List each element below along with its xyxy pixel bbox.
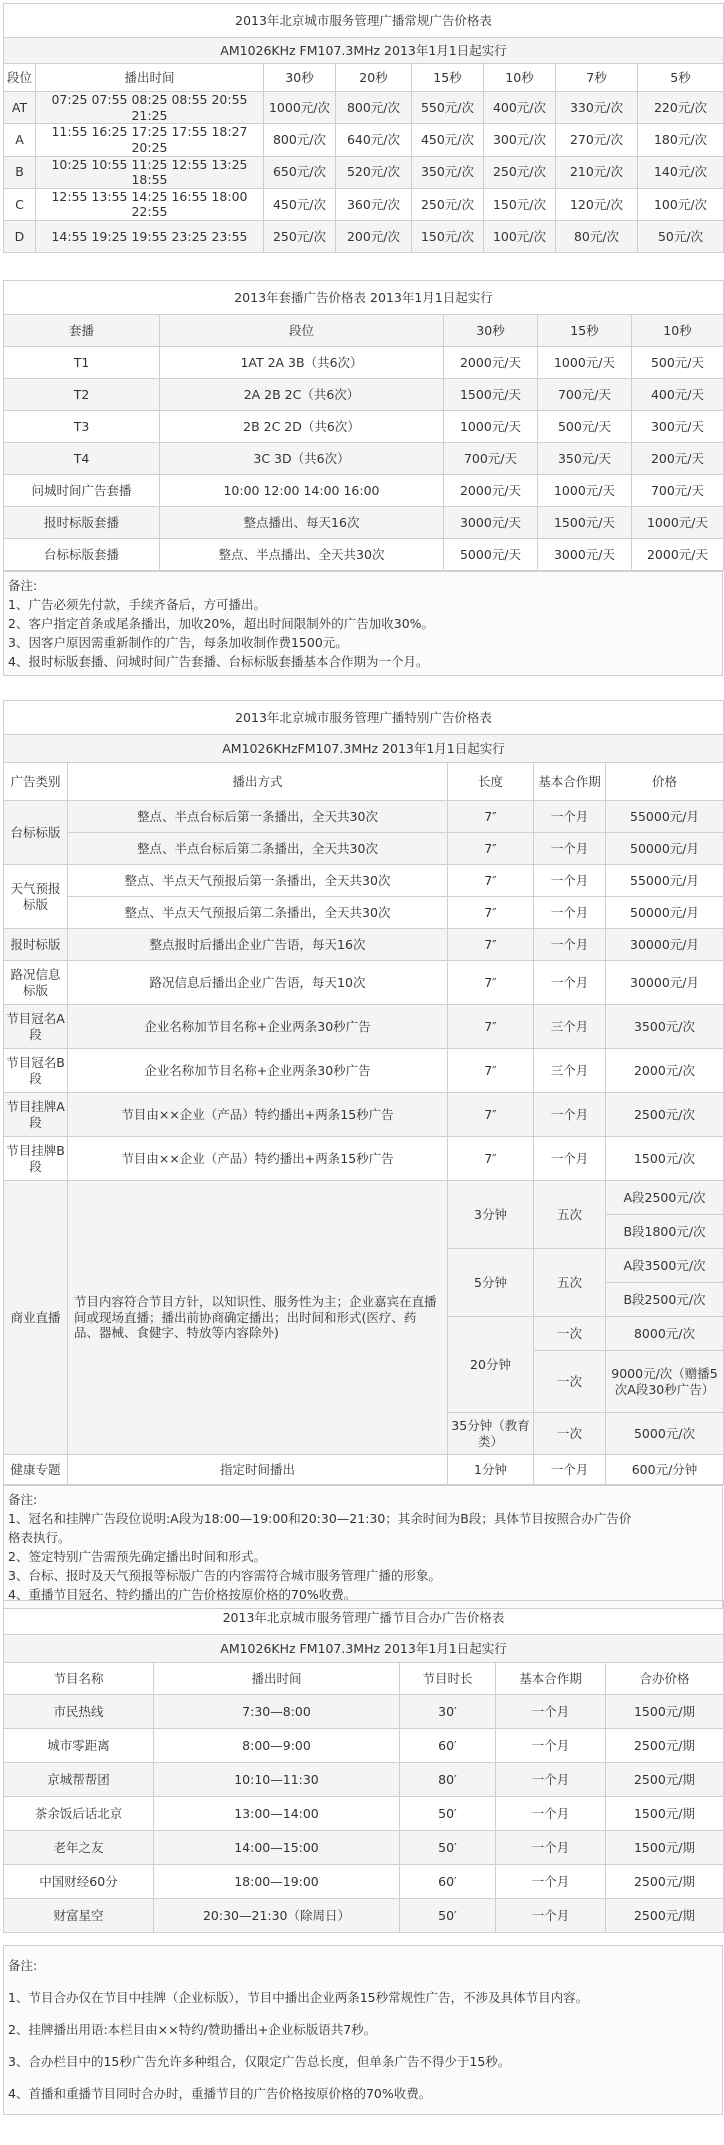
regular-table-subtitle: AM1026KHz FM107.3MHz 2013年1月1日起实行: [4, 38, 724, 64]
note-line: 1、节目合办仅在节目中挂牌（企业标版），节目中播出企业两条15秒常规性广告，不涉及具体节目内容。: [8, 1990, 589, 2005]
cell: 节目挂牌A段: [4, 1093, 68, 1137]
cell: A段2500元/次: [606, 1181, 724, 1215]
note-line: 3、台标、报时及天气预报等标版广告的内容需符合城市服务管理广播的形象。: [8, 1568, 441, 1583]
cell: 13:00—14:00: [154, 1797, 400, 1831]
cell: 180元/次: [638, 124, 724, 156]
cell: 9000元/次（赠播5次A段30秒广告）: [606, 1351, 724, 1413]
cell: 一个月: [496, 1797, 606, 1831]
cell: 城市零距离: [4, 1729, 154, 1763]
cell: 中国财经60分: [4, 1865, 154, 1899]
cell: 一个月: [496, 1729, 606, 1763]
cell: 60′: [400, 1865, 496, 1899]
program-table-title: 2013年北京城市服务管理广播节目合办广告价格表: [4, 1601, 724, 1635]
cell: 100元/次: [484, 221, 556, 253]
note-line: 备注:: [8, 1958, 38, 1973]
cell: 节目由××企业（产品）特约播出+两条15秒广告: [68, 1137, 448, 1181]
cell: 150元/次: [412, 221, 484, 253]
cell: 360元/次: [336, 188, 412, 220]
cell: 700元/天: [538, 379, 632, 411]
cell: T3: [4, 411, 160, 443]
cell: 报时标版: [4, 929, 68, 961]
cell: 50′: [400, 1831, 496, 1865]
program-table-subtitle: AM1026KHz FM107.3MHz 2013年1月1日起实行: [4, 1635, 724, 1663]
table-row: [4, 411, 724, 443]
cell: 企业名称加节目名称+企业两条30秒广告: [68, 1049, 448, 1093]
cell: 520元/次: [336, 156, 412, 188]
cell: 14:55 19:25 19:55 23:25 23:55: [36, 221, 264, 253]
cell: 18:00—19:00: [154, 1865, 400, 1899]
cell: 1000元/天: [444, 411, 538, 443]
special-price-table: [3, 700, 724, 1485]
header-cell: 套播: [4, 315, 160, 347]
header-cell: 广告类别: [4, 763, 68, 801]
table-row: [4, 1831, 724, 1865]
cell: AT: [4, 92, 36, 124]
cell: 8:00—9:00: [154, 1729, 400, 1763]
cell: 1500元/次: [606, 1137, 724, 1181]
table-row: [4, 1797, 724, 1831]
cell: 2A 2B 2C（共6次）: [160, 379, 444, 411]
cell: 10:25 10:55 11:25 12:55 13:25 18:55: [36, 156, 264, 188]
special-table-title: 2013年北京城市服务管理广播特别广告价格表: [4, 701, 724, 735]
cell: 210元/次: [556, 156, 638, 188]
header-cell: 30秒: [444, 315, 538, 347]
note-line: 4、首播和重播节目同时合办时，重播节目的广告价格按原价格的70%收费。: [8, 2086, 432, 2101]
header-cell: 节目时长: [400, 1663, 496, 1695]
note-line: 4、报时标版套播、问城时间广告套播、台标标版套播基本合作期为一个月。: [8, 654, 429, 669]
table-row: [4, 1763, 724, 1797]
cell: 台标标版套播: [4, 539, 160, 571]
header-cell: 段位: [4, 64, 36, 92]
cell: 120元/次: [556, 188, 638, 220]
header-cell: 播出时间: [154, 1663, 400, 1695]
cell: 35分钟（教育类）: [448, 1413, 534, 1455]
cell: 一个月: [534, 1455, 606, 1485]
cell: 1000元/天: [538, 347, 632, 379]
cell: 一个月: [534, 1137, 606, 1181]
cell: 550元/次: [412, 92, 484, 124]
cell: 80元/次: [556, 221, 638, 253]
cell: 1分钟: [448, 1455, 534, 1485]
cell: 五次: [534, 1249, 606, 1317]
cell: 一个月: [496, 1695, 606, 1729]
cell: 7:30—8:00: [154, 1695, 400, 1729]
cell: 7″: [448, 865, 534, 897]
note-line: 2、挂牌播出用语:本栏目由××特约/赞助播出+企业标版语共7秒。: [8, 2022, 377, 2037]
cell: 节目由××企业（产品）特约播出+两条15秒广告: [68, 1093, 448, 1137]
program-price-section: [3, 1600, 724, 2115]
note-line: 3、因客户原因需重新制作的广告，每条加收制作费1500元。: [8, 635, 348, 650]
cell: 200元/天: [632, 443, 724, 475]
cell: 7″: [448, 961, 534, 1005]
table-row: [4, 156, 724, 188]
cell: 健康专题: [4, 1455, 68, 1485]
cell: 2000元/次: [606, 1049, 724, 1093]
cell: 7″: [448, 1093, 534, 1137]
cell: 五次: [534, 1181, 606, 1249]
cell: 一次: [534, 1317, 606, 1351]
cell: 2500元/次: [606, 1093, 724, 1137]
cell: 3000元/天: [444, 507, 538, 539]
cell: 400元/次: [484, 92, 556, 124]
table-row: [4, 379, 724, 411]
cell: 80′: [400, 1763, 496, 1797]
cell: 企业名称加节目名称+企业两条30秒广告: [68, 1005, 448, 1049]
cell: 14:00—15:00: [154, 1831, 400, 1865]
package-table-title: 2013年套播广告价格表 2013年1月1日起实行: [4, 281, 724, 315]
cell: 指定时间播出: [68, 1455, 448, 1485]
cell: 12:55 13:55 14:25 16:55 18:00 22:55: [36, 188, 264, 220]
cell: 250元/次: [264, 221, 336, 253]
cell: 140元/次: [638, 156, 724, 188]
table-row: [4, 188, 724, 220]
cell: 3C 3D（共6次）: [160, 443, 444, 475]
note-line: 2、签定特别广告需预先确定播出时间和形式。: [8, 1549, 266, 1564]
cell: 7″: [448, 801, 534, 833]
cell: 2500元/期: [606, 1899, 724, 1933]
cell: 财富星空: [4, 1899, 154, 1933]
cell: 500元/天: [632, 347, 724, 379]
cell: 台标标版: [4, 801, 68, 865]
cell: 市民热线: [4, 1695, 154, 1729]
cell: 整点播出、每天16次: [160, 507, 444, 539]
cell: 一次: [534, 1351, 606, 1413]
cell: 11:55 16:25 17:25 17:55 18:27 20:25: [36, 124, 264, 156]
cell: 250元/次: [412, 188, 484, 220]
header-cell: 播出方式: [68, 763, 448, 801]
cell: 1500元/期: [606, 1831, 724, 1865]
cell: 京城帮帮团: [4, 1763, 154, 1797]
cell: 1AT 2A 3B（共6次）: [160, 347, 444, 379]
cell: 3分钟: [448, 1181, 534, 1249]
cell: 2000元/天: [444, 475, 538, 507]
cell: 30000元/月: [606, 929, 724, 961]
cell: 节目内容符合节目方针，以知识性、服务性为主；企业嘉宾在直播间或现场直播；播出前协商确定播出；出时间和形式(医疗、药品、器械、食健字、特放等内容除外): [68, 1181, 448, 1455]
cell: B段2500元/次: [606, 1283, 724, 1317]
cell: 节目冠名A段: [4, 1005, 68, 1049]
cell: 20分钟: [448, 1317, 534, 1413]
cell: B: [4, 156, 36, 188]
table-row: [4, 833, 724, 865]
cell: 50元/次: [638, 221, 724, 253]
special-notes: [3, 1485, 723, 1609]
cell: 一个月: [534, 897, 606, 929]
cell: 7″: [448, 1137, 534, 1181]
header-cell: 节目名称: [4, 1663, 154, 1695]
cell: 茶余饭后话北京: [4, 1797, 154, 1831]
cell: 5000元/天: [444, 539, 538, 571]
header-cell: 5秒: [638, 64, 724, 92]
note-line: 备注:: [8, 1492, 38, 1507]
table-row: [4, 929, 724, 961]
cell: 700元/天: [632, 475, 724, 507]
cell: 2B 2C 2D（共6次）: [160, 411, 444, 443]
cell: 300元/天: [632, 411, 724, 443]
cell: A: [4, 124, 36, 156]
table-row: [4, 124, 724, 156]
note-line: 2、客户指定首条或尾条播出，加收20%，超出时间限制外的广告加收30%。: [8, 616, 435, 631]
table-row: [4, 1899, 724, 1933]
cell: 150元/次: [484, 188, 556, 220]
cell: 600元/分钟: [606, 1455, 724, 1485]
table-row: [4, 443, 724, 475]
cell: 天气预报标版: [4, 865, 68, 929]
note-line: 1、冠名和挂牌广告段位说明:A段为18:00—19:00和20:30—21:30；其余时间为B段；具体节目按照合办广告价: [8, 1511, 632, 1526]
cell: 报时标版套播: [4, 507, 160, 539]
note-line: 格表执行。: [8, 1530, 71, 1545]
cell: 450元/次: [412, 124, 484, 156]
cell: 三个月: [534, 1005, 606, 1049]
table-row: [4, 1865, 724, 1899]
table-row: [4, 1695, 724, 1729]
note-line: 备注:: [8, 578, 38, 593]
cell: 700元/天: [444, 443, 538, 475]
cell: 一个月: [534, 801, 606, 833]
cell: 3500元/次: [606, 1005, 724, 1049]
cell: 1000元/次: [264, 92, 336, 124]
table-row: [4, 801, 724, 833]
table-row: [4, 92, 724, 124]
cell: 问城时间广告套播: [4, 475, 160, 507]
cell: 220元/次: [638, 92, 724, 124]
regular-table-title: 2013年北京城市服务管理广播常规广告价格表: [4, 4, 724, 38]
note-line: 3、合办栏目中的15秒广告允许多种组合，仅限定广告总长度，但单条广告不得少于15秒。: [8, 2054, 511, 2069]
package-notes: [3, 571, 723, 676]
cell: 路况信息标版: [4, 961, 68, 1005]
regular-price-table: [3, 3, 724, 253]
header-cell: 段位: [160, 315, 444, 347]
cell: 300元/次: [484, 124, 556, 156]
header-cell: 长度: [448, 763, 534, 801]
table-row: [4, 1093, 724, 1137]
header-cell: 价格: [606, 763, 724, 801]
cell: 50′: [400, 1797, 496, 1831]
program-notes: [3, 1945, 723, 2115]
cell: C: [4, 188, 36, 220]
cell: 老年之友: [4, 1831, 154, 1865]
header-cell: 7秒: [556, 64, 638, 92]
cell: 2500元/期: [606, 1729, 724, 1763]
cell: 5000元/次: [606, 1413, 724, 1455]
note-line: 1、广告必须先付款，手续齐备后，方可播出。: [8, 597, 266, 612]
cell: 2000元/天: [632, 539, 724, 571]
cell: 7″: [448, 1049, 534, 1093]
cell: 三个月: [534, 1049, 606, 1093]
cell: 20:30—21:30（除周日）: [154, 1899, 400, 1933]
table-row: [4, 897, 724, 929]
cell: 2500元/期: [606, 1763, 724, 1797]
table-row: [4, 1049, 724, 1093]
cell: T1: [4, 347, 160, 379]
cell: 7″: [448, 833, 534, 865]
cell: T4: [4, 443, 160, 475]
cell: 450元/次: [264, 188, 336, 220]
cell: 一个月: [534, 865, 606, 897]
table-row: [4, 507, 724, 539]
cell: 10:10—11:30: [154, 1763, 400, 1797]
header-cell: 15秒: [412, 64, 484, 92]
table-row: [4, 1181, 724, 1215]
cell: 1000元/天: [632, 507, 724, 539]
cell: 400元/天: [632, 379, 724, 411]
table-row: [4, 1455, 724, 1485]
header-cell: 20秒: [336, 64, 412, 92]
cell: 7″: [448, 929, 534, 961]
header-cell: 基本合作期: [534, 763, 606, 801]
cell: 30000元/月: [606, 961, 724, 1005]
table-row: [4, 1005, 724, 1049]
header-cell: 30秒: [264, 64, 336, 92]
table-row: [4, 221, 724, 253]
cell: 7″: [448, 897, 534, 929]
cell: 整点、半点播出、全天共30次: [160, 539, 444, 571]
cell: B段1800元/次: [606, 1215, 724, 1249]
cell: 10:00 12:00 14:00 16:00: [160, 475, 444, 507]
cell: 330元/次: [556, 92, 638, 124]
cell: 7″: [448, 1005, 534, 1049]
cell: 60′: [400, 1729, 496, 1763]
cell: D: [4, 221, 36, 253]
cell: 55000元/月: [606, 865, 724, 897]
cell: 55000元/月: [606, 801, 724, 833]
cell: 整点、半点天气预报后第二条播出，全天共30次: [68, 897, 448, 929]
header-cell: 10秒: [632, 315, 724, 347]
cell: 30′: [400, 1695, 496, 1729]
table-row: [4, 865, 724, 897]
cell: 500元/天: [538, 411, 632, 443]
cell: 整点、半点天气预报后第一条播出，全天共30次: [68, 865, 448, 897]
special-price-section: [3, 700, 724, 1609]
cell: 节目挂牌B段: [4, 1137, 68, 1181]
cell: 07:25 07:55 08:25 08:55 20:55 21:25: [36, 92, 264, 124]
cell: 一个月: [496, 1865, 606, 1899]
header-cell: 15秒: [538, 315, 632, 347]
header-cell: 基本合作期: [496, 1663, 606, 1695]
package-price-section: [3, 280, 724, 676]
cell: 整点、半点台标后第一条播出，全天共30次: [68, 801, 448, 833]
cell: 50000元/月: [606, 897, 724, 929]
cell: 800元/次: [264, 124, 336, 156]
cell: 800元/次: [336, 92, 412, 124]
cell: 2500元/期: [606, 1865, 724, 1899]
header-cell: 10秒: [484, 64, 556, 92]
table-row: [4, 347, 724, 379]
cell: 一个月: [534, 833, 606, 865]
cell: A段3500元/次: [606, 1249, 724, 1283]
cell: 5分钟: [448, 1249, 534, 1317]
table-row: [4, 1729, 724, 1763]
cell: 1000元/天: [538, 475, 632, 507]
cell: 整点、半点台标后第二条播出，全天共30次: [68, 833, 448, 865]
note-line: 4、重播节目冠名、特约播出的广告价格按原价格的70%收费。: [8, 1587, 357, 1602]
cell: 200元/次: [336, 221, 412, 253]
table-row: [4, 961, 724, 1005]
cell: 250元/次: [484, 156, 556, 188]
cell: 一个月: [534, 1093, 606, 1137]
cell: 一次: [534, 1413, 606, 1455]
cell: 100元/次: [638, 188, 724, 220]
cell: 一个月: [534, 961, 606, 1005]
regular-price-section: [3, 3, 724, 253]
cell: 8000元/次: [606, 1317, 724, 1351]
cell: 一个月: [496, 1831, 606, 1865]
table-row: [4, 1137, 724, 1181]
cell: 一个月: [496, 1763, 606, 1797]
cell: 640元/次: [336, 124, 412, 156]
cell: 2000元/天: [444, 347, 538, 379]
cell: 一个月: [534, 929, 606, 961]
cell: T2: [4, 379, 160, 411]
package-price-table: [3, 280, 724, 571]
cell: 3000元/天: [538, 539, 632, 571]
program-price-table: [3, 1600, 724, 1933]
special-table-subtitle: AM1026KHzFM107.3MHz 2013年1月1日起实行: [4, 735, 724, 763]
cell: 350元/次: [412, 156, 484, 188]
cell: 50′: [400, 1899, 496, 1933]
header-cell: 合办价格: [606, 1663, 724, 1695]
cell: 商业直播: [4, 1181, 68, 1455]
cell: 路况信息后播出企业广告语，每天10次: [68, 961, 448, 1005]
cell: 1500元/天: [538, 507, 632, 539]
cell: 1500元/天: [444, 379, 538, 411]
cell: 50000元/月: [606, 833, 724, 865]
cell: 整点报时后播出企业广告语，每天16次: [68, 929, 448, 961]
cell: 350元/天: [538, 443, 632, 475]
table-row: [4, 539, 724, 571]
header-cell: 播出时间: [36, 64, 264, 92]
cell: 节目冠名B段: [4, 1049, 68, 1093]
cell: 650元/次: [264, 156, 336, 188]
cell: 1500元/期: [606, 1797, 724, 1831]
table-row: [4, 475, 724, 507]
cell: 270元/次: [556, 124, 638, 156]
cell: 1500元/期: [606, 1695, 724, 1729]
cell: 一个月: [496, 1899, 606, 1933]
